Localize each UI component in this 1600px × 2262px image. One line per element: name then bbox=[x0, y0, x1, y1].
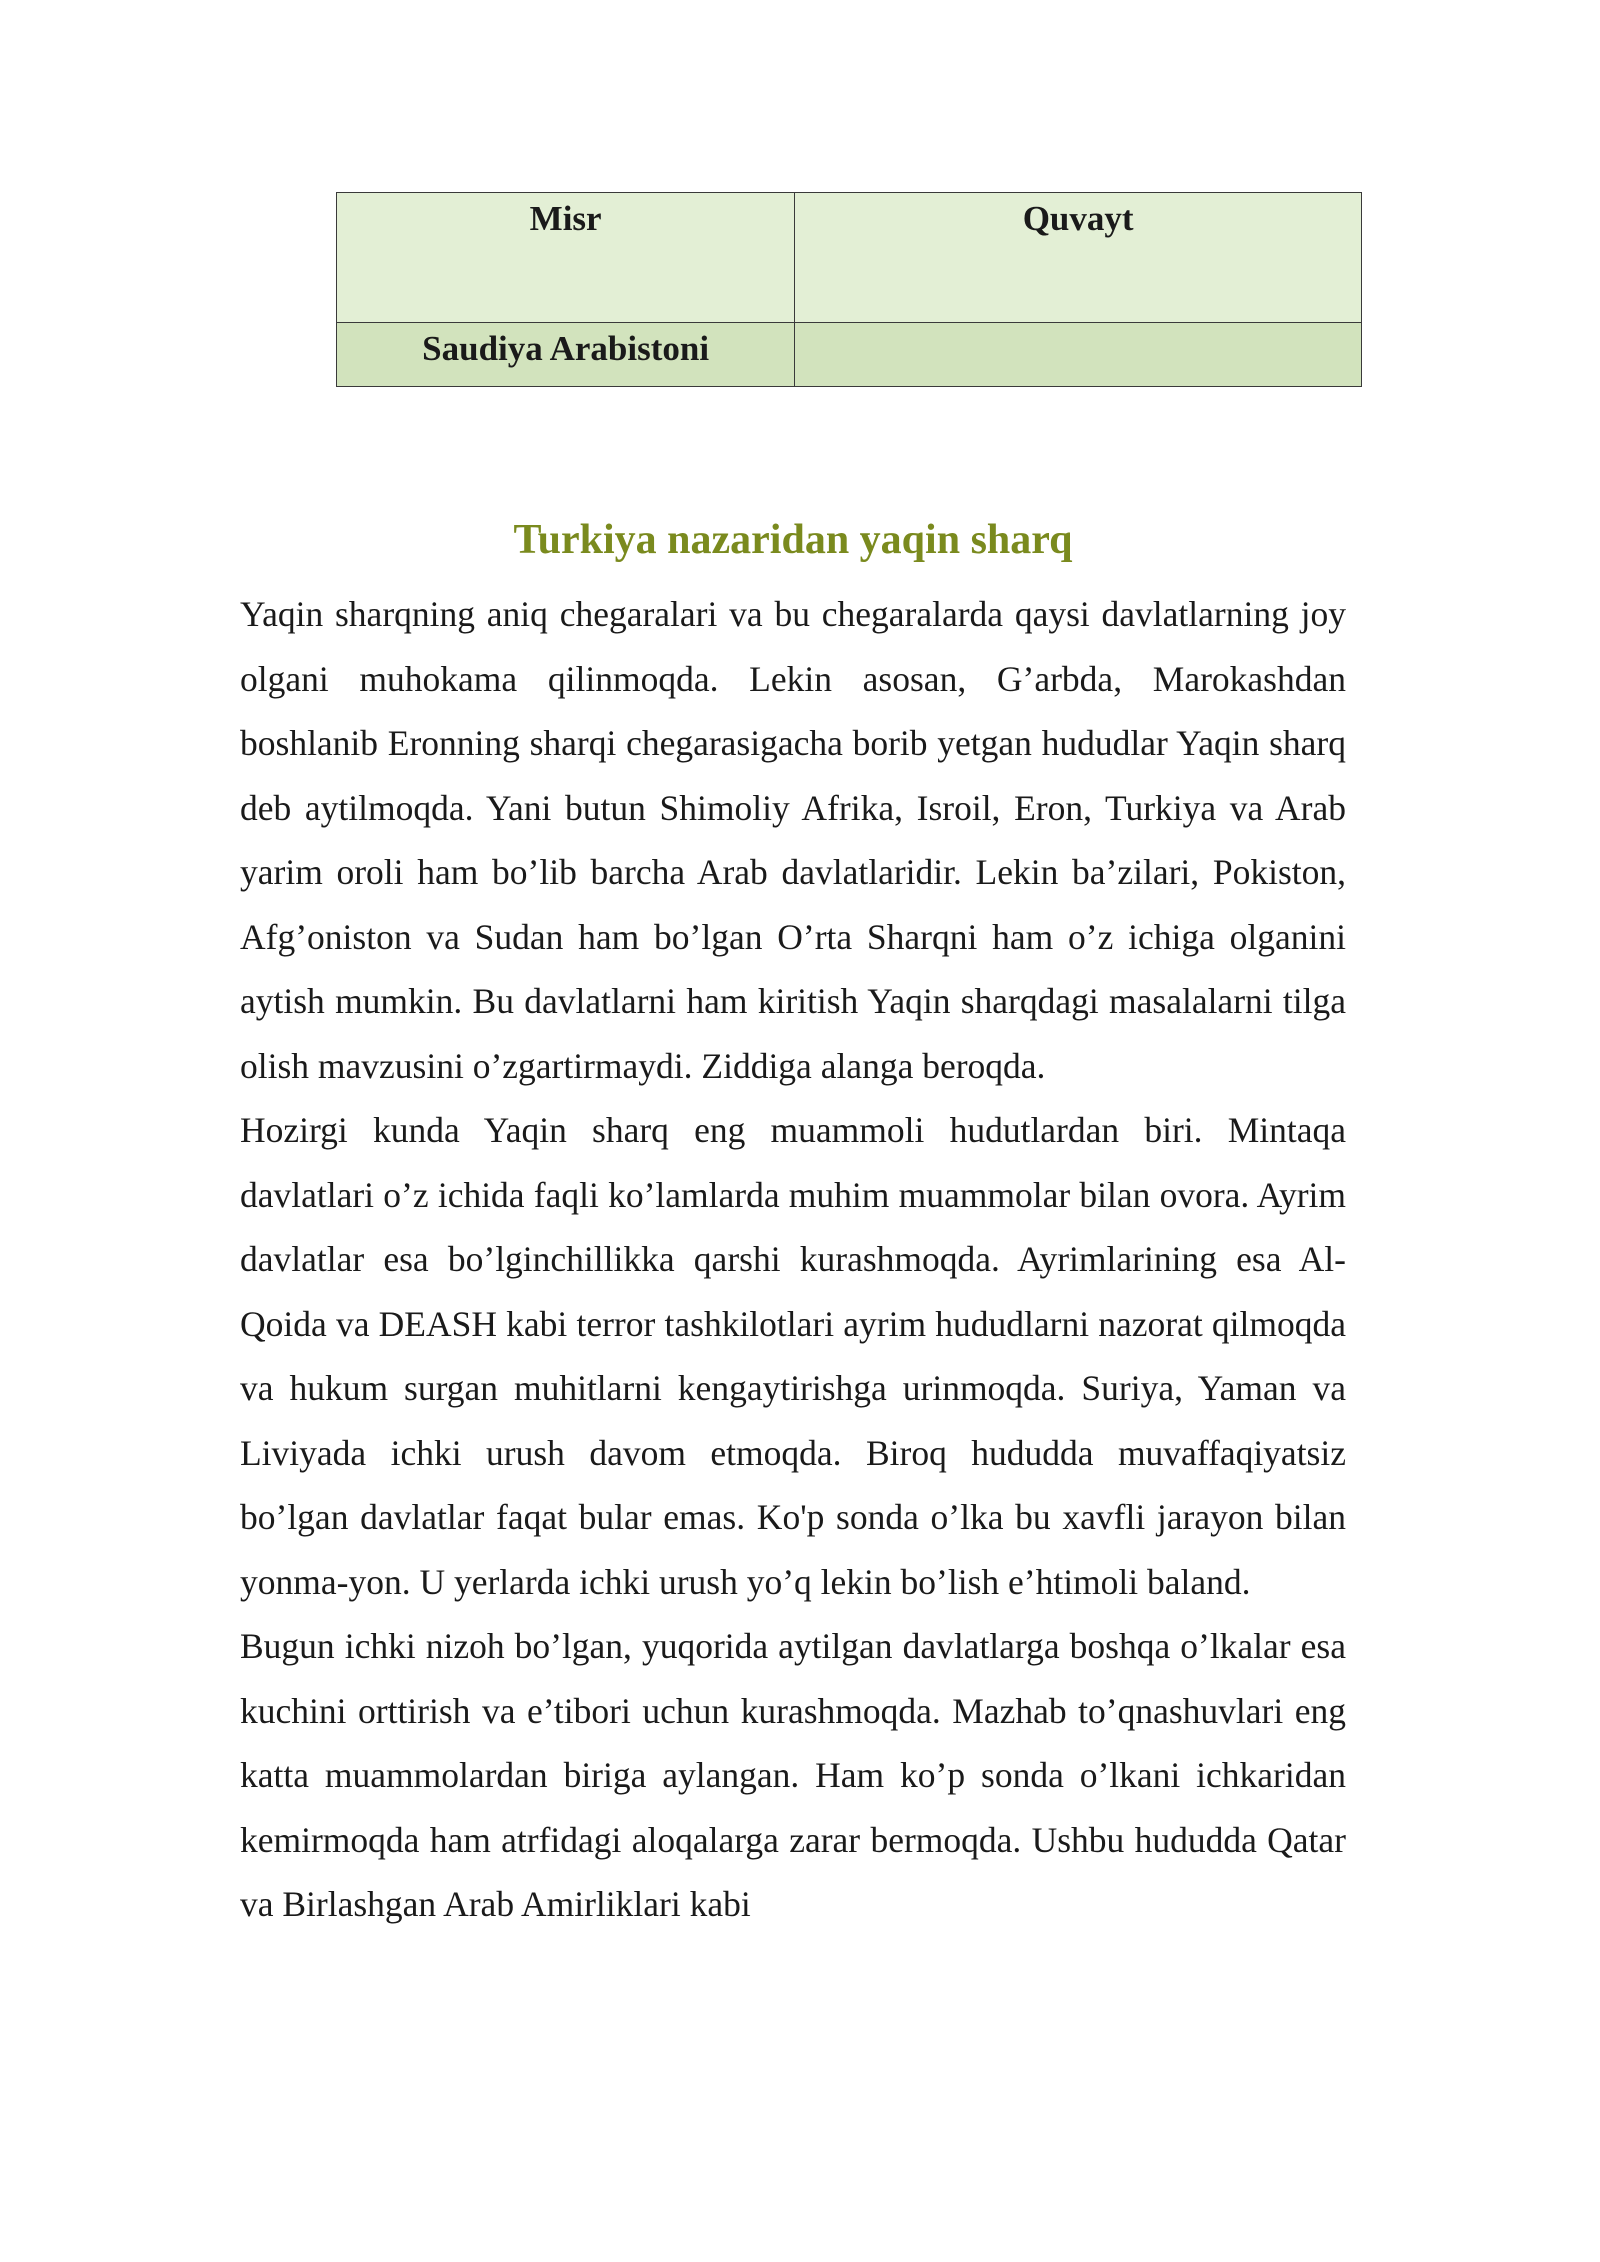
table-cell: Misr bbox=[337, 193, 795, 323]
table-cell bbox=[795, 323, 1362, 387]
paragraph: Yaqin sharqning aniq chegaralari va bu chegaralarda qaysi davlatlarning joy olgani muhokama qilinmoqda. Lekin asosan, G’arbda, Marokashdan boshlanib Eronning sharqi chegarasigacha borib yetgan hududlar Yaqin sharq deb aytilmoqda. Yani butun Shimoliy Afrika, Isroil, Eron, Turkiya va Arab yarim oroli ham bo’lib barcha Arab davlatlaridir. Lekin ba’zilari, Pokiston, Afg’oniston va Sudan ham bo’lgan O’rta Sharqni ham o’z ichiga olganini aytish mumkin. Bu davlatlarni ham kiritish Yaqin sharqdagi masalalarni tilga olish mavzusini o’zgartirmaydi. Ziddiga alanga beroqda. bbox=[240, 594, 1346, 1086]
paragraph: Bugun ichki nizoh bo’lgan, yuqorida aytilgan davlatlarga boshqa o’lkalar esa kuchini orttirish va e’tibori uchun kurashmoqda. Mazhab to’qnashuvlari eng katta muammolardan biriga aylangan. Ham ko’p sonda o’lkani ichkaridan kemirmoqda ham atrfidagi aloqalarga zarar bermoqda. Ushbu hududda Qatar va Birlashgan Arab Amirliklari kabi bbox=[240, 1626, 1346, 1924]
table-cell: Saudiya Arabistoni bbox=[337, 323, 795, 387]
table-cell: Quvayt bbox=[795, 193, 1362, 323]
paragraph: Hozirgi kunda Yaqin sharq eng muammoli hudutlardan biri. Mintaqa davlatlari o’z ichida faqli ko’lamlarda muhim muammolar bilan ovora. Ayrim davlatlar esa bo’lginchillikka qarshi kurashmoqda. Ayrimlarining esa Al-Qoida va DEASH kabi terror tashkilotlari ayrim hududlarni nazorat qilmoqda va hukum surgan muhitlarni kengaytirishga urinmoqda. Suriya, Yaman va Liviyada ichki urush davom etmoqda. Biroq hududda muvaffaqiyatsiz bo’lgan davlatlar faqat bular emas. Ko'p sonda o’lka bu xavfli jarayon bilan yonma-yon. U yerlarda ichki urush yo’q lekin bo’lish e’htimoli baland. bbox=[240, 1110, 1346, 1602]
section-heading: Turkiya nazaridan yaqin sharq bbox=[513, 517, 1073, 563]
body-text bbox=[240, 582, 1346, 1937]
table-row bbox=[337, 193, 1362, 323]
countries-table bbox=[336, 192, 1362, 387]
table-row bbox=[337, 323, 1362, 387]
